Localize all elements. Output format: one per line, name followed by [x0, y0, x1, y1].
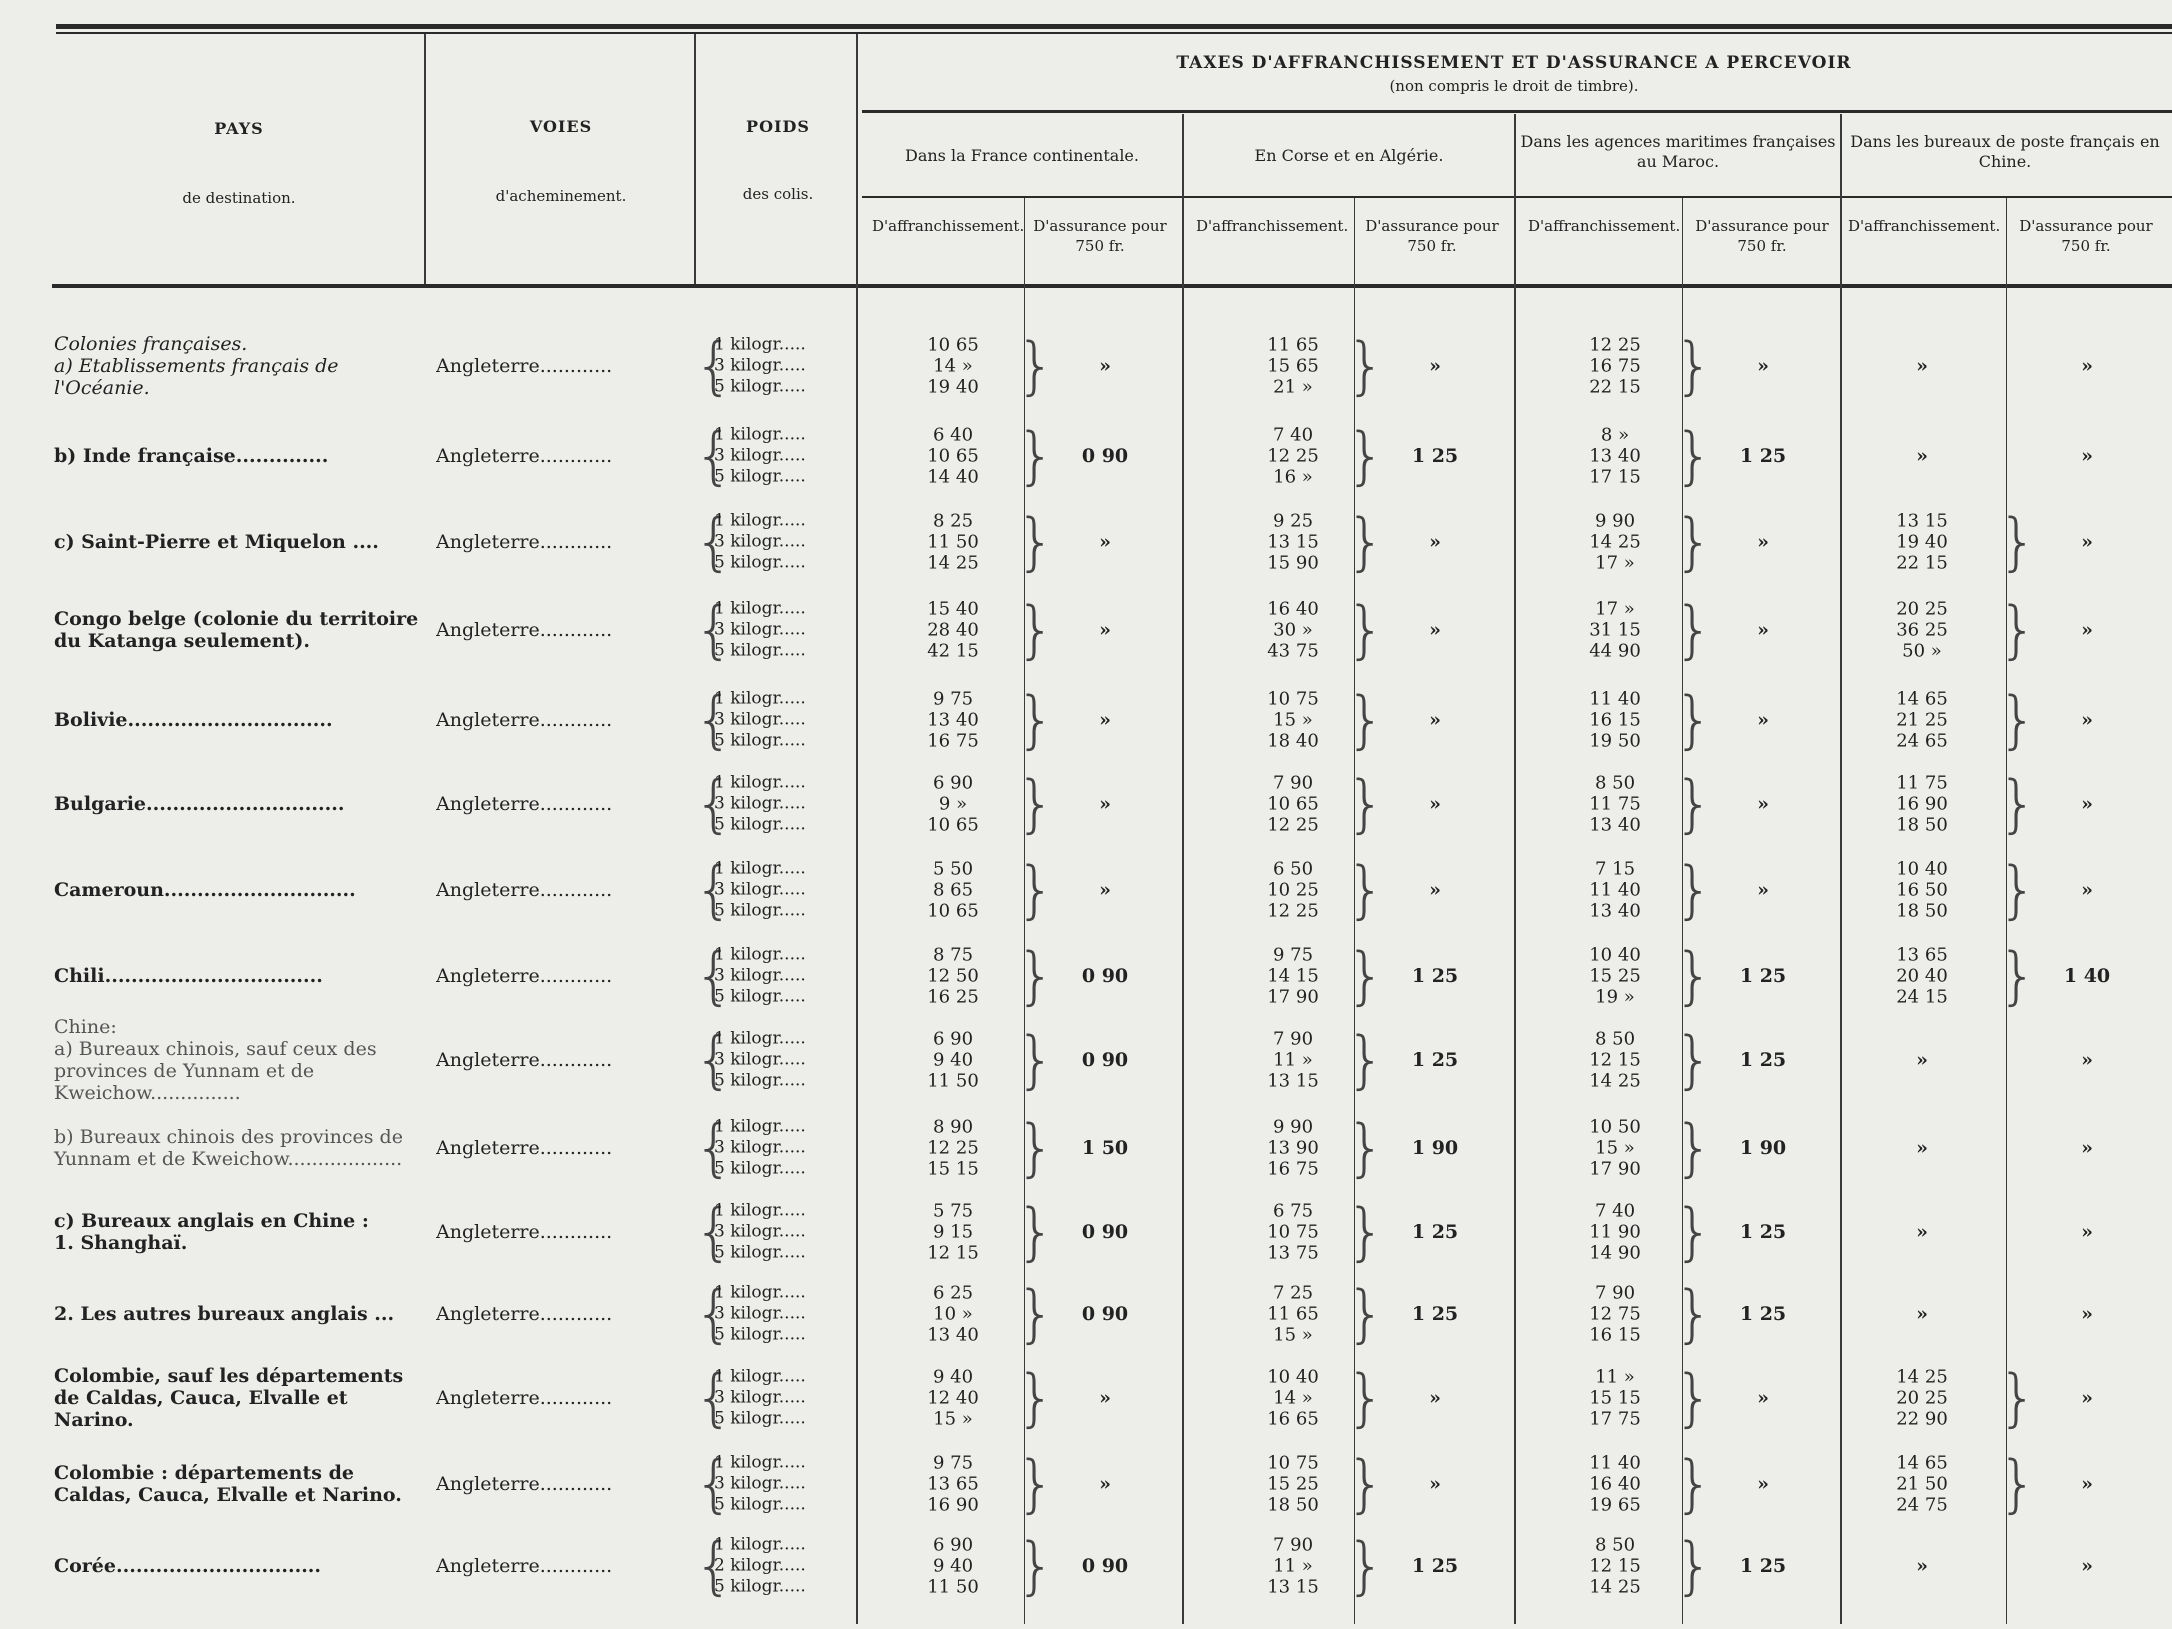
- rate-fr_s: 0 90: [1081, 965, 1129, 987]
- rate-ma_s: 1 25: [1739, 1221, 1787, 1243]
- table-row: [0, 412, 2172, 500]
- rate-co_a: 9 25 13 15 15 90: [1267, 510, 1319, 574]
- group-maroc: Dans les agences maritimes françaises au Maroc.: [1520, 132, 1836, 171]
- rate-ch_s: »: [2081, 619, 2093, 641]
- group-corse: En Corse et en Algérie.: [1254, 146, 1444, 165]
- rate-co_a: 6 75 10 75 13 75: [1267, 1200, 1319, 1264]
- country-name: Chili.................................: [54, 965, 323, 987]
- weight-list: 1 kilogr..... 3 kilogr..... 5 kilogr.....: [714, 944, 806, 1007]
- taxes-underline: [862, 110, 2172, 113]
- divider-pays: [424, 34, 426, 284]
- country-name: Corée...............................: [54, 1555, 322, 1577]
- rate-ch_a: »: [1916, 1221, 1928, 1243]
- rate-fr_a: 6 90 9 40 11 50: [927, 1028, 979, 1092]
- brace-icon: }: [1346, 1447, 1386, 1520]
- brace-icon: }: [1016, 767, 1056, 840]
- route-label: Angleterre............: [436, 1137, 613, 1159]
- rate-co_s: »: [1429, 793, 1441, 815]
- group-chine: Dans les bureaux de poste français en Chine.: [1850, 132, 2160, 171]
- country-name: b) Bureaux chinois des provinces de Yunnam et de Kweichow...................: [54, 1126, 403, 1170]
- brace-icon: }: [1674, 419, 1714, 492]
- rate-ma_a: 8 50 12 15 14 25: [1589, 1534, 1641, 1598]
- brace-icon: }: [1346, 1361, 1386, 1434]
- header-poids: POIDS: [746, 117, 810, 136]
- rate-co_s: »: [1429, 619, 1441, 641]
- brace-icon: }: [1016, 1195, 1056, 1268]
- brace-icon: }: [1016, 1277, 1056, 1350]
- brace-icon: {: [694, 1361, 734, 1434]
- weight-list: 1 kilogr..... 2 kilogr..... 5 kilogr.....: [714, 1534, 806, 1597]
- brace-icon: }: [1674, 767, 1714, 840]
- rate-ch_a: 20 25 36 25 50 »: [1896, 598, 1948, 662]
- weight-list: 1 kilogr..... 3 kilogr..... 5 kilogr.....: [714, 1116, 806, 1179]
- brace-icon: }: [1346, 1277, 1386, 1350]
- header-pays-sub: de destination.: [182, 189, 296, 207]
- rate-ma_a: 9 90 14 25 17 »: [1589, 510, 1641, 574]
- route-label: Angleterre............: [436, 793, 613, 815]
- brace-icon: {: [694, 767, 734, 840]
- rate-ch_s: »: [2081, 355, 2093, 377]
- rate-ch_a: 14 65 21 50 24 75: [1896, 1452, 1948, 1516]
- route-label: Angleterre............: [436, 1303, 613, 1325]
- brace-icon: }: [1674, 593, 1714, 666]
- route-label: Angleterre............: [436, 879, 613, 901]
- rate-co_s: »: [1429, 1473, 1441, 1495]
- header-voies-sub: d'acheminement.: [495, 187, 627, 205]
- route-label: Angleterre............: [436, 355, 613, 377]
- route-label: Angleterre............: [436, 1221, 613, 1243]
- rate-ch_a: 13 65 20 40 24 15: [1896, 944, 1948, 1008]
- brace-icon: }: [1346, 1529, 1386, 1602]
- rate-fr_a: 5 75 9 15 12 15: [927, 1200, 979, 1264]
- route-label: Angleterre............: [436, 1049, 613, 1071]
- rate-ch_s: »: [2081, 445, 2093, 467]
- table-row: [0, 760, 2172, 848]
- brace-icon: {: [694, 505, 734, 578]
- brace-icon: }: [1016, 1447, 1056, 1520]
- country-name: Cameroun.............................: [54, 879, 356, 901]
- rate-ma_a: 10 40 15 25 19 »: [1589, 944, 1641, 1008]
- rate-fr_s: 0 90: [1081, 1303, 1129, 1325]
- rate-ma_s: »: [1757, 1387, 1769, 1409]
- rate-fr_a: 8 90 12 25 15 15: [927, 1116, 979, 1180]
- rate-fr_a: 10 65 14 » 19 40: [927, 334, 979, 398]
- rate-ch_s: »: [2081, 1303, 2093, 1325]
- brace-icon: }: [1016, 329, 1056, 402]
- route-label: Angleterre............: [436, 445, 613, 467]
- rate-ch_s: »: [2081, 709, 2093, 731]
- table-row: [0, 1270, 2172, 1358]
- rate-fr_a: 8 25 11 50 14 25: [927, 510, 979, 574]
- rate-ch_s: »: [2081, 1555, 2093, 1577]
- brace-icon: {: [694, 1195, 734, 1268]
- rate-ch_s: »: [2081, 1221, 2093, 1243]
- brace-icon: {: [694, 1529, 734, 1602]
- weight-list: 1 kilogr..... 3 kilogr..... 5 kilogr.....: [714, 858, 806, 921]
- weight-list: 1 kilogr..... 3 kilogr..... 5 kilogr.....: [714, 510, 806, 573]
- rate-co_s: 1 25: [1411, 1049, 1459, 1071]
- rate-fr_a: 5 50 8 65 10 65: [927, 858, 979, 922]
- country-name: Bolivie...............................: [54, 709, 333, 731]
- header-taxes-title: TAXES D'AFFRANCHISSEMENT ET D'ASSURANCE A PERCEVOIR: [1176, 53, 1852, 73]
- brace-icon: {: [694, 329, 734, 402]
- brace-icon: }: [1674, 1111, 1714, 1184]
- rate-co_s: 1 25: [1411, 1303, 1459, 1325]
- brace-icon: {: [694, 593, 734, 666]
- rate-fr_s: »: [1099, 1387, 1111, 1409]
- rate-ma_s: 1 25: [1739, 1555, 1787, 1577]
- rate-ch_a: 14 65 21 25 24 65: [1896, 688, 1948, 752]
- rate-co_a: 9 90 13 90 16 75: [1267, 1116, 1319, 1180]
- rate-ch_a: 14 25 20 25 22 90: [1896, 1366, 1948, 1430]
- brace-icon: }: [1998, 683, 2038, 756]
- country-name: Bulgarie..............................: [54, 793, 345, 815]
- rate-ma_s: »: [1757, 531, 1769, 553]
- brace-icon: }: [1998, 505, 2038, 578]
- header-voies: VOIES: [529, 117, 593, 136]
- brace-icon: }: [1346, 1023, 1386, 1096]
- rate-ch_s: »: [2081, 1049, 2093, 1071]
- weight-list: 1 kilogr..... 3 kilogr..... 5 kilogr.....: [714, 334, 806, 397]
- rate-ch_a: »: [1916, 1555, 1928, 1577]
- rate-ch_s: »: [2081, 1473, 2093, 1495]
- sub-fr-assur: D'assurance pour 750 fr.: [1033, 217, 1167, 255]
- rate-co_a: 9 75 14 15 17 90: [1267, 944, 1319, 1008]
- weight-list: 1 kilogr..... 3 kilogr..... 5 kilogr.....: [714, 1028, 806, 1091]
- rate-ch_a: »: [1916, 1137, 1928, 1159]
- header-poids-sub: des colis.: [742, 185, 814, 203]
- rate-co_a: 10 40 14 » 16 65: [1267, 1366, 1319, 1430]
- rate-ma_s: 1 25: [1739, 445, 1787, 467]
- brace-icon: }: [1016, 1529, 1056, 1602]
- table-row: [0, 932, 2172, 1020]
- rate-co_a: 16 40 30 » 43 75: [1267, 598, 1319, 662]
- group-france: Dans la France continentale.: [905, 146, 1139, 165]
- brace-icon: }: [1346, 329, 1386, 402]
- rate-fr_s: »: [1099, 619, 1111, 641]
- country-name: Colombie : départements de Caldas, Cauca, Elvalle et Narino.: [54, 1462, 402, 1506]
- rate-co_a: 7 90 11 » 13 15: [1267, 1534, 1319, 1598]
- rate-fr_a: 9 75 13 65 16 90: [927, 1452, 979, 1516]
- rate-ch_a: 10 40 16 50 18 50: [1896, 858, 1948, 922]
- rate-ch_s: »: [2081, 1137, 2093, 1159]
- group-underline: [862, 196, 2172, 198]
- rate-ma_a: 11 » 15 15 17 75: [1589, 1366, 1641, 1430]
- header-bottom-rule: [52, 284, 2172, 288]
- brace-icon: }: [1998, 1361, 2038, 1434]
- country-name: c) Bureaux anglais en Chine : 1. Shanghaï.: [54, 1210, 369, 1254]
- brace-icon: }: [1016, 1111, 1056, 1184]
- rate-ma_a: 10 50 15 » 17 90: [1589, 1116, 1641, 1180]
- rate-ma_s: »: [1757, 879, 1769, 901]
- table-row: [0, 1016, 2172, 1104]
- rate-ch_s: »: [2081, 1387, 2093, 1409]
- weight-list: 1 kilogr..... 3 kilogr..... 5 kilogr.....: [714, 1200, 806, 1263]
- rate-co_s: »: [1429, 355, 1441, 377]
- rate-ma_s: »: [1757, 1473, 1769, 1495]
- brace-icon: {: [694, 1111, 734, 1184]
- rate-ch_a: »: [1916, 1303, 1928, 1325]
- route-label: Angleterre............: [436, 1555, 613, 1577]
- sub-fr-affr: D'affranchissement.: [872, 217, 1025, 235]
- rate-fr_a: 9 40 12 40 15 »: [927, 1366, 979, 1430]
- table-row: [0, 586, 2172, 674]
- brace-icon: }: [1674, 329, 1714, 402]
- brace-icon: }: [1346, 683, 1386, 756]
- rate-ma_a: 7 15 11 40 13 40: [1589, 858, 1641, 922]
- rate-co_a: 10 75 15 25 18 50: [1267, 1452, 1319, 1516]
- route-label: Angleterre............: [436, 1387, 613, 1409]
- rate-ch_s: »: [2081, 793, 2093, 815]
- sub-ma-affr: D'affranchissement.: [1528, 217, 1681, 235]
- brace-icon: }: [1016, 939, 1056, 1012]
- rate-ma_s: »: [1757, 355, 1769, 377]
- table-row: [0, 1188, 2172, 1276]
- brace-icon: }: [1674, 939, 1714, 1012]
- brace-icon: }: [1346, 419, 1386, 492]
- rate-fr_s: »: [1099, 793, 1111, 815]
- brace-icon: {: [694, 683, 734, 756]
- brace-icon: }: [1346, 1111, 1386, 1184]
- weight-list: 1 kilogr..... 3 kilogr..... 5 kilogr.....: [714, 598, 806, 661]
- top-rule: [56, 24, 2172, 29]
- rate-fr_a: 6 90 9 » 10 65: [927, 772, 979, 836]
- weight-list: 1 kilogr..... 3 kilogr..... 5 kilogr.....: [714, 1282, 806, 1345]
- country-name: b) Inde française..............: [54, 445, 329, 467]
- header-pays: PAYS: [214, 119, 264, 138]
- route-label: Angleterre............: [436, 965, 613, 987]
- rate-ma_a: 11 40 16 15 19 50: [1589, 688, 1641, 752]
- country-name: Colombie, sauf les départements de Caldas, Cauca, Elvalle et Narino.: [54, 1365, 404, 1431]
- rate-co_s: »: [1429, 1387, 1441, 1409]
- rate-fr_a: 6 90 9 40 11 50: [927, 1534, 979, 1598]
- header-taxes-sub: (non compris le droit de timbre).: [1389, 77, 1639, 95]
- rate-fr_s: »: [1099, 709, 1111, 731]
- table-row: [0, 498, 2172, 586]
- sub-ma-assur: D'assurance pour 750 fr.: [1695, 217, 1829, 255]
- brace-icon: }: [1016, 683, 1056, 756]
- divider-voies: [694, 34, 696, 284]
- rate-co_s: 1 25: [1411, 965, 1459, 987]
- rate-ma_s: »: [1757, 793, 1769, 815]
- rate-fr_a: 15 40 28 40 42 15: [927, 598, 979, 662]
- brace-icon: }: [1674, 1447, 1714, 1520]
- rate-ch_a: »: [1916, 1049, 1928, 1071]
- rate-co_s: 1 25: [1411, 1221, 1459, 1243]
- brace-icon: }: [1674, 1277, 1714, 1350]
- rate-co_a: 7 90 11 » 13 15: [1267, 1028, 1319, 1092]
- brace-icon: }: [1674, 683, 1714, 756]
- rate-ch_a: »: [1916, 445, 1928, 467]
- rate-co_s: »: [1429, 879, 1441, 901]
- rate-ma_a: 17 » 31 15 44 90: [1589, 598, 1641, 662]
- rate-co_s: 1 25: [1411, 1555, 1459, 1577]
- sub-co-affr: D'affranchissement.: [1196, 217, 1349, 235]
- brace-icon: }: [1674, 1195, 1714, 1268]
- rate-fr_a: 6 40 10 65 14 40: [927, 424, 979, 488]
- weight-list: 1 kilogr..... 3 kilogr..... 5 kilogr.....: [714, 772, 806, 835]
- rate-ch_s: 1 40: [2063, 965, 2111, 987]
- sub-ch-affr: D'affranchissement.: [1848, 217, 2001, 235]
- rate-co_a: 11 65 15 65 21 »: [1267, 334, 1319, 398]
- brace-icon: {: [694, 939, 734, 1012]
- table-row: [0, 846, 2172, 934]
- rate-fr_s: »: [1099, 355, 1111, 377]
- brace-icon: {: [694, 1023, 734, 1096]
- rate-co_s: »: [1429, 531, 1441, 553]
- table-row: [0, 1354, 2172, 1442]
- brace-icon: }: [1998, 853, 2038, 926]
- rate-fr_s: »: [1099, 531, 1111, 553]
- route-label: Angleterre............: [436, 531, 613, 553]
- weight-list: 1 kilogr..... 3 kilogr..... 5 kilogr.....: [714, 1452, 806, 1515]
- table-row: [0, 1440, 2172, 1528]
- brace-icon: }: [1674, 505, 1714, 578]
- rate-fr_s: 1 50: [1081, 1137, 1129, 1159]
- brace-icon: }: [1016, 505, 1056, 578]
- brace-icon: }: [1016, 419, 1056, 492]
- rate-ma_a: 8 50 12 15 14 25: [1589, 1028, 1641, 1092]
- rate-fr_a: 8 75 12 50 16 25: [927, 944, 979, 1008]
- country-name: Congo belge (colonie du territoire du Katanga seulement).: [54, 608, 419, 652]
- brace-icon: }: [1346, 767, 1386, 840]
- rate-ch_a: 11 75 16 90 18 50: [1896, 772, 1948, 836]
- weight-list: 1 kilogr..... 3 kilogr..... 5 kilogr.....: [714, 1366, 806, 1429]
- country-name: 2. Les autres bureaux anglais ...: [54, 1303, 395, 1325]
- rate-co_a: 10 75 15 » 18 40: [1267, 688, 1319, 752]
- rate-ma_a: 8 » 13 40 17 15: [1589, 424, 1641, 488]
- sub-ch-assur: D'assurance pour 750 fr.: [2019, 217, 2153, 255]
- rate-ma_s: 1 25: [1739, 1303, 1787, 1325]
- weight-list: 1 kilogr..... 3 kilogr..... 5 kilogr.....: [714, 424, 806, 487]
- brace-icon: {: [694, 419, 734, 492]
- rate-ma_a: 11 40 16 40 19 65: [1589, 1452, 1641, 1516]
- brace-icon: }: [1674, 853, 1714, 926]
- rate-ma_a: 7 40 11 90 14 90: [1589, 1200, 1641, 1264]
- table-row: [0, 322, 2172, 410]
- brace-icon: }: [1346, 505, 1386, 578]
- route-label: Angleterre............: [436, 619, 613, 641]
- rate-co_s: 1 25: [1411, 445, 1459, 467]
- brace-icon: {: [694, 1447, 734, 1520]
- brace-icon: }: [1998, 593, 2038, 666]
- sub-co-assur: D'assurance pour 750 fr.: [1365, 217, 1499, 255]
- rate-ch_s: »: [2081, 879, 2093, 901]
- rate-ma_a: 12 25 16 75 22 15: [1589, 334, 1641, 398]
- brace-icon: }: [1346, 1195, 1386, 1268]
- rate-fr_s: »: [1099, 879, 1111, 901]
- rate-ch_a: »: [1916, 355, 1928, 377]
- rate-ma_s: 1 25: [1739, 965, 1787, 987]
- rate-fr_a: 9 75 13 40 16 75: [927, 688, 979, 752]
- brace-icon: {: [694, 1277, 734, 1350]
- brace-icon: }: [1998, 1447, 2038, 1520]
- route-label: Angleterre............: [436, 1473, 613, 1495]
- rate-ma_s: »: [1757, 709, 1769, 731]
- rate-co_a: 6 50 10 25 12 25: [1267, 858, 1319, 922]
- table-row: [0, 676, 2172, 764]
- brace-icon: }: [1016, 1361, 1056, 1434]
- brace-icon: }: [1674, 1529, 1714, 1602]
- top-rule-thin: [56, 32, 2172, 34]
- rate-ma_a: 7 90 12 75 16 15: [1589, 1282, 1641, 1346]
- rate-ch_a: 13 15 19 40 22 15: [1896, 510, 1948, 574]
- rate-fr_s: »: [1099, 1473, 1111, 1495]
- rate-co_s: »: [1429, 709, 1441, 731]
- country-name: Chine: a) Bureaux chinois, sauf ceux des provinces de Yunnam et de Kweichow...............: [54, 1016, 377, 1104]
- rate-ma_s: »: [1757, 619, 1769, 641]
- table-row: [0, 1522, 2172, 1610]
- rate-fr_s: 0 90: [1081, 1221, 1129, 1243]
- rate-co_a: 7 90 10 65 12 25: [1267, 772, 1319, 836]
- weight-list: 1 kilogr..... 3 kilogr..... 5 kilogr.....: [714, 688, 806, 751]
- rate-ma_a: 8 50 11 75 13 40: [1589, 772, 1641, 836]
- rate-co_s: 1 90: [1411, 1137, 1459, 1159]
- rate-co_a: 7 40 12 25 16 »: [1267, 424, 1319, 488]
- brace-icon: }: [1346, 853, 1386, 926]
- rate-fr_s: 0 90: [1081, 1555, 1129, 1577]
- brace-icon: }: [1674, 1361, 1714, 1434]
- brace-icon: {: [694, 853, 734, 926]
- brace-icon: }: [1346, 939, 1386, 1012]
- rate-ma_s: 1 25: [1739, 1049, 1787, 1071]
- table-row: [0, 1104, 2172, 1192]
- brace-icon: }: [1674, 1023, 1714, 1096]
- country-name: Colonies françaises. a) Etablissements français de l'Océanie.: [54, 333, 339, 399]
- brace-icon: }: [1016, 593, 1056, 666]
- rate-fr_s: 0 90: [1081, 1049, 1129, 1071]
- brace-icon: }: [1346, 593, 1386, 666]
- brace-icon: }: [1998, 939, 2038, 1012]
- brace-icon: }: [1998, 767, 2038, 840]
- rate-co_a: 7 25 11 65 15 »: [1267, 1282, 1319, 1346]
- brace-icon: }: [1016, 1023, 1056, 1096]
- route-label: Angleterre............: [436, 709, 613, 731]
- rate-fr_a: 6 25 10 » 13 40: [927, 1282, 979, 1346]
- brace-icon: }: [1016, 853, 1056, 926]
- rate-ma_s: 1 90: [1739, 1137, 1787, 1159]
- rate-fr_s: 0 90: [1081, 445, 1129, 467]
- country-name: c) Saint-Pierre et Miquelon ....: [54, 531, 379, 553]
- rate-ch_s: »: [2081, 531, 2093, 553]
